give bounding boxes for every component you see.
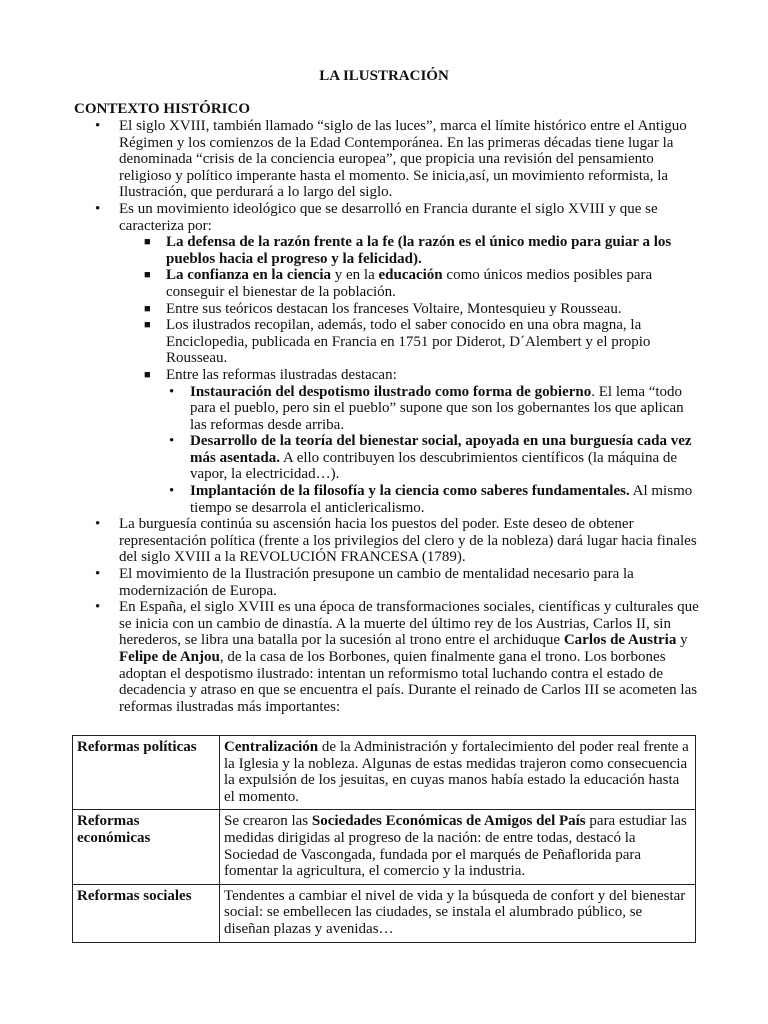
bold-text: educación bbox=[378, 267, 443, 284]
bullet-icon: • bbox=[169, 483, 175, 500]
table-cell: Tendentes a cambiar el nivel de vida y la búsqueda de confort y del bienestar social: se embellecen las ciudades, se instala el alumbrado público, se diseñan plazas y avenidas… bbox=[220, 884, 696, 942]
text: y en la bbox=[331, 267, 379, 284]
square-bullet-icon: ■ bbox=[144, 319, 151, 332]
text: de la Administración y fortalecimiento del poder real frente a la Iglesia y la nobleza. Algunas de estas medidas trajeron como consecuencia la expulsión de los jesuitas, en cuyas manos había estado la educación hasta el momento. bbox=[224, 739, 689, 805]
text: Los ilustrados recopilan, además, todo el saber conocido en una obra magna, la Enciclopedia, publicada en Francia en 1751 por Diderot, D´Alembert y el propio Rousseau. bbox=[166, 317, 651, 367]
table-cell bbox=[220, 736, 696, 810]
text: y bbox=[676, 632, 688, 649]
text: Entre las reformas ilustradas destacan: bbox=[166, 366, 397, 383]
text: . El lema “todo para el pueblo, pero sin el pueblo” supone que son los gobernantes los que aplican las reformas desde arriba. bbox=[190, 383, 684, 433]
bold-text: Desarrollo de la teoría del bienestar social, apoyada en una burguesía cada vez más asentada. bbox=[190, 433, 692, 466]
text: Al mismo tiempo se desarrola el anticlericalismo. bbox=[190, 483, 693, 516]
bold-text: Sociedades Económicas de Amigos del País bbox=[311, 813, 586, 830]
bullet-icon: • bbox=[95, 118, 101, 134]
list-item bbox=[74, 118, 700, 201]
bold-text: Felipe de Anjou bbox=[119, 649, 220, 665]
list-item bbox=[74, 433, 700, 483]
paragraph-text: La burguesía continúa su ascensión hacia los puestos del poder. Este deseo de obtener representación política (frente a los privilegios del clero y de la nobleza) dará lugar hacia finales del siglo XVIII a la REVOLUCIÓN FRANCESA (1789). bbox=[119, 516, 697, 566]
bold-text: Centralización bbox=[224, 739, 319, 755]
bullet-icon: • bbox=[95, 599, 101, 616]
paragraph-text: Es un movimiento ideológico que se desarrolló en Francia durante el siglo XVIII y que se caracteriza por: bbox=[119, 200, 658, 234]
list-item bbox=[74, 367, 700, 516]
table-cell bbox=[220, 810, 696, 884]
text: para estudiar las medidas dirigidas al progreso de la nación: de entre todas, destacó la Sociedad de Vascongada, fundada por el marqués de Peñaflorida para fomentar la agricultura, el comercio y la industria. bbox=[224, 813, 687, 880]
reforms-table bbox=[72, 735, 696, 943]
table-row-header: Reformas económicas bbox=[73, 810, 220, 884]
table-row bbox=[73, 736, 696, 810]
list-item bbox=[74, 267, 700, 300]
text: como únicos medios posibles para conseguir el bienestar de la población. bbox=[166, 267, 653, 300]
square-bullet-icon: ■ bbox=[144, 236, 151, 249]
list-item bbox=[74, 301, 700, 318]
bold-text: La defensa de la razón frente a la fe (la razón es el único medio para guiar a los pueblos hacia el progreso y la felicidad). bbox=[166, 234, 672, 267]
text: Se crearon las bbox=[224, 813, 312, 830]
table-row-header: Reformas sociales bbox=[73, 884, 220, 942]
list-item bbox=[74, 234, 700, 267]
bold-text: Instauración del despotismo ilustrado como forma de gobierno bbox=[190, 383, 592, 400]
list-item bbox=[74, 599, 700, 715]
context-list bbox=[74, 118, 700, 715]
bullet-icon: • bbox=[95, 566, 101, 583]
square-bullet-icon: ■ bbox=[144, 269, 151, 282]
text: A ello contribuyen los descubrimientos científicos (la máquina de vapor, la electricidad…). bbox=[190, 449, 678, 483]
square-bullet-icon: ■ bbox=[144, 302, 151, 315]
reforms-list bbox=[166, 384, 700, 517]
list-item bbox=[74, 201, 700, 516]
bold-text: La confianza en la ciencia bbox=[166, 267, 331, 284]
section-heading: CONTEXTO HISTÓRICO bbox=[74, 101, 251, 117]
bold-text: Carlos de Austria bbox=[563, 632, 677, 649]
list-item bbox=[74, 384, 700, 434]
bullet-icon: • bbox=[95, 200, 101, 217]
text: , de la casa de los Borbones, quien finalmente gana el trono. Los borbones adoptan el despotismo ilustrado: intentan un reformismo total luchando contra el estado de decadencia y atraso en que se encuentra el país. Durante el reinado de Carlos III se acometen las reformas ilustradas más importantes: bbox=[119, 649, 698, 715]
bullet-icon: • bbox=[95, 516, 101, 533]
bullet-icon: • bbox=[169, 433, 175, 450]
list-item bbox=[74, 516, 700, 566]
table-row bbox=[73, 884, 696, 942]
bullet-icon: • bbox=[169, 383, 175, 400]
characteristics-list bbox=[119, 234, 700, 516]
text: Entre sus teóricos destacan los franceses Voltaire, Montesquieu y Rousseau. bbox=[166, 300, 622, 317]
table-row-header: Reformas políticas bbox=[73, 736, 220, 810]
list-item bbox=[74, 566, 700, 599]
paragraph-text: En España, el siglo XVIII es una época de transformaciones sociales, científicas y culturales que se inicia con un cambio de dinastía. A la muerte del último rey de los Austrias, Carlos II, sin herederos, se libra una batalla por la sucesión al trono entre el archiduque bbox=[119, 599, 699, 649]
paragraph-text: El movimiento de la Ilustración presupone un cambio de mentalidad necesario para la modernización de Europa. bbox=[119, 566, 634, 599]
paragraph-text: El siglo XVIII, también llamado “siglo de las luces”, marca el límite histórico entre el Antiguo Régimen y los comienzos de la Edad Contemporánea. En las primeras décadas tiene lugar la denominada “crisis de la conciencia europea”, que propicia una revisión del pensamiento religioso y político imperante hasta el momento. Se inicia,así, un movimiento reformista, la Ilustración, que perdurará a lo largo del siglo. bbox=[119, 118, 687, 201]
bold-text: Implantación de la filosofía y la ciencia como saberes fundamentales. bbox=[190, 483, 630, 500]
table-row bbox=[73, 810, 696, 884]
page-title: LA ILUSTRACIÓN bbox=[319, 68, 449, 84]
list-item bbox=[74, 483, 700, 516]
square-bullet-icon: ■ bbox=[144, 368, 151, 381]
list-item bbox=[74, 317, 700, 367]
